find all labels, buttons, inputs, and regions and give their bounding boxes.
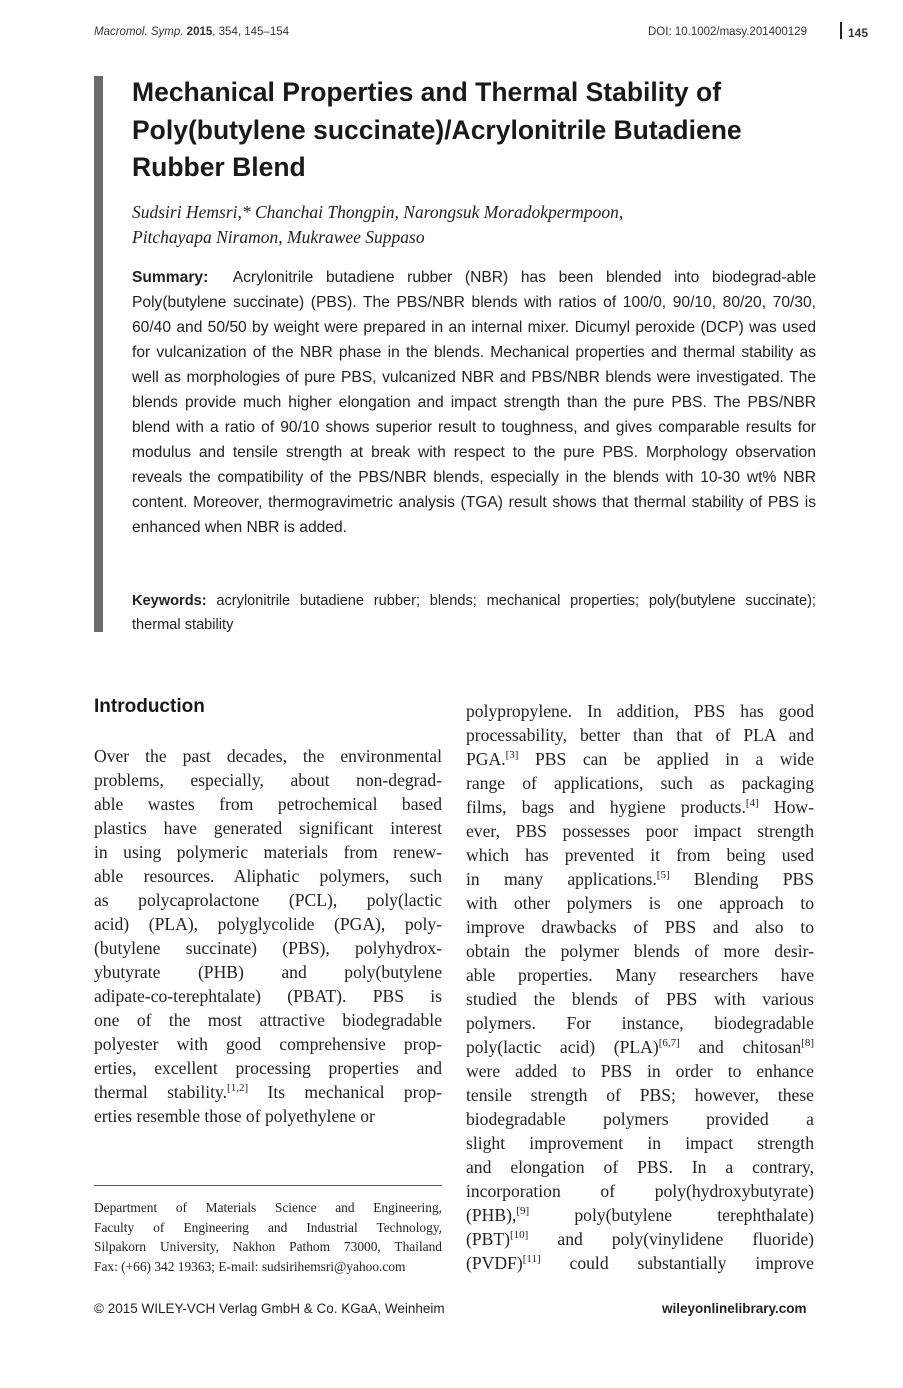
line-text: PGA. [466,749,506,769]
line-text: were added to PBS in order to enhance [466,1061,814,1081]
title-line: Poly(butylene succinate)/Acrylonitrile Butadiene [132,114,742,145]
line-text: poly(butylene terephthalate) [529,1205,814,1225]
publisher-website-link[interactable]: wileyonlinelibrary.com [662,1301,807,1316]
citation-ref[interactable]: [9] [516,1205,530,1217]
line-text: (PVDF) [466,1253,523,1273]
citation-ref[interactable]: [4] [745,797,759,809]
line-text: (butylene succinate) (PBS), polyhydrox- [94,938,442,958]
text-line [94,1080,442,1104]
text-line [94,816,442,840]
footnote-line: Faculty of Engineering and Industrial Technology, [94,1219,442,1235]
text-line [94,744,442,768]
citation-ref[interactable]: [6,7] [658,1037,680,1049]
keywords-label: Keywords: [132,593,207,609]
line-text: Its mechanical prop- [248,1082,442,1102]
text-line [94,1056,442,1080]
body-column-left [94,744,442,1128]
text-line [94,792,442,816]
text-line [94,840,442,864]
journal-year: 2015 [186,26,213,38]
text-line [94,864,442,888]
line-text: obtain the polymer blends of more desir- [466,941,814,961]
text-line [94,768,442,792]
line-text: incorporation of poly(hydroxybutyrate) [466,1181,814,1201]
text-line [466,939,814,963]
line-text: Over the past decades, the environmental [94,746,442,766]
line-text: studied the blends of PBS with various [466,989,814,1009]
line-text: one of the most attractive biodegradable [94,1010,442,1030]
citation-ref[interactable]: [3] [505,749,519,761]
line-text: Blending PBS [669,869,815,889]
line-text: polymers. For instance, biodegradable [466,1013,814,1033]
article-title [132,74,832,187]
keywords [132,589,816,637]
footnote-line: Silpakorn University, Nakhon Pathom 73000, Thailand [94,1239,442,1254]
citation-ref[interactable]: [8] [801,1037,814,1049]
line-text: ever, PBS possesses poor impact strength [466,821,814,841]
text-line [94,1104,442,1128]
text-line [94,984,442,1008]
text-line [466,915,814,939]
author-line: Sudsiri Hemsri,* Chanchai Thongpin, Narongsuk Moradokpermpoon, [132,202,624,222]
line-text: able wastes from petrochemical based [94,794,442,814]
citation-ref[interactable]: [10] [509,1229,529,1241]
footnote-line: Fax: (+66) 342 19363; E-mail: sudsirihemsri@yahoo.com [94,1258,406,1274]
citation-ref[interactable]: [11] [522,1253,541,1265]
line-text: could substantially improve [540,1253,814,1273]
line-text: and chitosan [679,1037,802,1057]
abstract-side-bar [94,76,103,632]
text-line [94,888,442,912]
line-text: processability, better than that of PLA and [466,725,814,745]
line-text: in using polymeric materials from renew- [94,842,442,862]
line-text: in many applications. [466,869,657,889]
volume-pages: , 354, 145–154 [212,26,290,38]
body-column-right [466,699,814,1275]
summary-text: Acrylonitrile butadiene rubber (NBR) has been blended into biodegrad-able Poly(butylene succinate) (PBS). The PBS/NBR blends with ratios of 100/0, 90/10, 80/20, 70/30, 60/40 and 50/50 by weight were prepared in an internal mixer. Dicumyl peroxide (DCP) was used for vulcanization of the NBR phase in the blends. Mechanical properties and thermal stability as well as morphologies of pure PBS, vulcanized NBR and PBS/NBR blends were investigated. The blends provide much higher elongation and impact strength than the pure PBS. The PBS/NBR blend with a ratio of 90/10 shows superior result to toughness, and gives comparable results for modulus and tensile strength at break with respect to the pure PBS. Morphology observation reveals the compatibility of the PBS/NBR blends, especially in the blends with 10-30 wt% NBR content. Moreover, thermogravimetric analysis (TGA) result shows that thermal stability of PBS is enhanced when NBR is added. [132,269,816,536]
line-text: thermal stability. [94,1082,228,1102]
text-line [466,795,814,819]
line-text: adipate-co-terephtalate) (PBAT). PBS is [94,986,442,1006]
line-text: range of applications, such as packaging [466,773,814,793]
line-text: and elongation of PBS. In a contrary, [466,1157,814,1177]
line-text: (PBT) [466,1229,510,1249]
line-text: improve drawbacks of PBS and also to [466,917,814,937]
line-text: which has prevented it from being used [466,845,814,865]
line-text: with other polymers is one approach to [466,893,814,913]
line-text: (PHB), [466,1205,517,1225]
line-text: plastics have generated significant interest [94,818,442,838]
text-line [94,912,442,936]
line-text: polypropylene. In addition, PBS has good [466,701,814,721]
citation-ref[interactable]: [5] [656,869,670,881]
line-text: ybutyrate (PHB) and poly(butylene [94,962,442,982]
text-line [466,891,814,915]
affiliation-footnote [94,1198,442,1276]
line-text: erties, excellent processing properties and [94,1058,442,1078]
text-line [466,747,814,771]
page-number: 145 [848,26,869,40]
text-line [466,867,814,891]
line-text: and poly(vinylidene fluoride) [528,1229,814,1249]
text-line [466,1035,814,1059]
text-line [466,843,814,867]
text-line [466,1155,814,1179]
text-line [466,1227,814,1251]
text-line [466,1203,814,1227]
section-heading-introduction: Introduction [94,696,205,717]
author-line: Pitchayapa Niramon, Mukrawee Suppaso [132,227,425,247]
text-line [466,771,814,795]
running-header-citation [94,26,289,38]
text-line [466,987,814,1011]
line-text: erties resemble those of polyethylene or [94,1106,375,1126]
line-text: poly(lactic acid) (PLA) [466,1037,659,1057]
text-line [466,723,814,747]
text-line [466,963,814,987]
title-line: Rubber Blend [132,152,306,182]
footnote-line: Department of Materials Science and Engineering, [94,1200,442,1215]
line-text: problems, especially, about non-degrad- [94,770,442,790]
text-line [466,1179,814,1203]
keywords-text: acrylonitrile butadiene rubber; blends; mechanical properties; poly(butylene succinate); thermal stability [132,593,816,633]
text-line [94,1008,442,1032]
text-line [466,1131,814,1155]
text-line [94,936,442,960]
header-divider [840,22,842,39]
line-text: How- [758,797,814,817]
copyright-notice: © 2015 WILEY-VCH Verlag GmbH & Co. KGaA, Weinheim [94,1301,445,1316]
doi-label[interactable]: DOI: 10.1002/masy.201400129 [648,26,807,38]
journal-name: Macromol. Symp. [94,26,184,38]
line-text: as polycaprolactone (PCL), poly(lactic [94,890,442,910]
text-line [94,1032,442,1056]
line-text: slight improvement in impact strength [466,1133,814,1153]
title-line: Mechanical Properties and Thermal Stability of [132,77,722,107]
text-line [466,819,814,843]
summary-label: Summary: [132,269,209,286]
footnote-divider [94,1185,442,1186]
line-text: tensile strength of PBS; however, these [466,1085,814,1105]
text-line [466,699,814,723]
text-line [466,1251,814,1275]
text-line [94,960,442,984]
text-line [466,1107,814,1131]
line-text: films, bags and hygiene products. [466,797,746,817]
text-line [466,1083,814,1107]
text-line [466,1011,814,1035]
line-text: polyester with good comprehensive prop- [94,1034,442,1054]
abstract-summary [132,265,816,540]
citation-ref[interactable]: [1,2] [227,1082,249,1094]
line-text: PBS can be applied in a wide [518,749,814,769]
text-line [466,1059,814,1083]
line-text: biodegradable polymers provided a [466,1109,814,1129]
line-text: able resources. Aliphatic polymers, such [94,866,442,886]
line-text: acid) (PLA), polyglycolide (PGA), poly- [94,914,442,934]
author-list [132,200,822,250]
line-text: able properties. Many researchers have [466,965,814,985]
